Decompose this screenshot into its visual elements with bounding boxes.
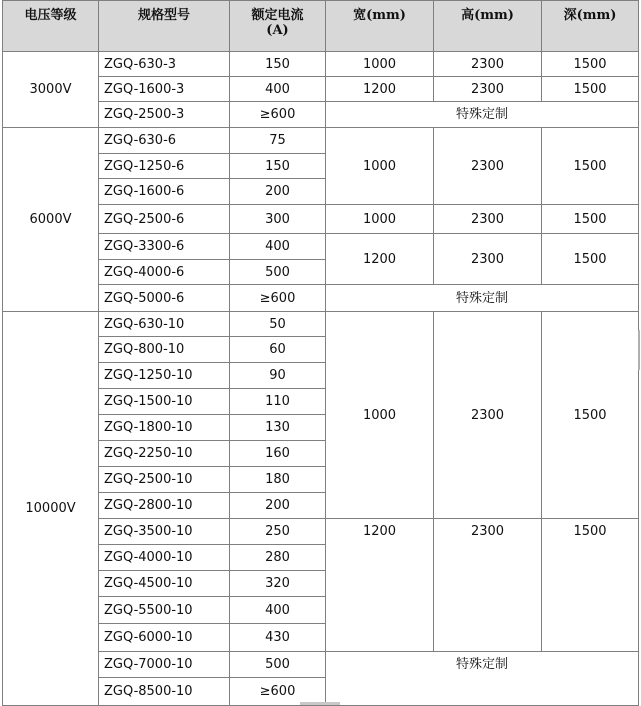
depth-cell: 1500	[542, 519, 639, 652]
current-cell: 400	[230, 234, 326, 260]
current-cell: 90	[230, 363, 326, 389]
current-cell: 500	[230, 260, 326, 285]
table-row	[3, 652, 639, 678]
current-cell: 110	[230, 389, 326, 415]
header-current: 额定电流 (A)	[230, 1, 326, 52]
model-cell: ZGQ-1250-10	[99, 363, 230, 389]
header-height: 高(mm)	[434, 1, 542, 52]
model-cell: ZGQ-1600-6	[99, 179, 230, 205]
height-cell: 2300	[434, 205, 542, 234]
custom-cell: 特殊定制	[326, 285, 639, 312]
current-cell: ≥600	[230, 102, 326, 128]
height-cell: 2300	[434, 234, 542, 285]
current-cell: 200	[230, 493, 326, 519]
model-cell: ZGQ-2800-10	[99, 493, 230, 519]
depth-cell: 1500	[542, 312, 639, 519]
current-cell: 200	[230, 179, 326, 205]
model-cell: ZGQ-8500-10	[99, 678, 230, 706]
voltage-cell: 6000V	[3, 128, 99, 312]
current-cell: 150	[230, 154, 326, 179]
current-cell: ≥600	[230, 678, 326, 706]
width-cell: 1000	[326, 52, 434, 77]
table-row	[3, 77, 639, 102]
model-cell: ZGQ-2500-3	[99, 102, 230, 128]
height-cell: 2300	[434, 128, 542, 205]
model-cell: ZGQ-800-10	[99, 337, 230, 363]
model-cell: ZGQ-2500-6	[99, 205, 230, 234]
current-cell: 60	[230, 337, 326, 363]
model-cell: ZGQ-1250-6	[99, 154, 230, 179]
current-cell: 130	[230, 415, 326, 441]
current-cell: 75	[230, 128, 326, 154]
header-row	[3, 1, 639, 52]
current-cell: ≥600	[230, 285, 326, 312]
model-cell: ZGQ-4000-10	[99, 545, 230, 571]
table-row	[3, 234, 639, 260]
custom-cell: 特殊定制	[326, 652, 639, 706]
height-cell: 2300	[434, 77, 542, 102]
model-cell: ZGQ-630-3	[99, 52, 230, 77]
current-cell: 180	[230, 467, 326, 493]
model-cell: ZGQ-1800-10	[99, 415, 230, 441]
spec-table	[2, 0, 639, 706]
width-cell: 1000	[326, 312, 434, 519]
width-cell: 1200	[326, 234, 434, 285]
current-cell: 250	[230, 519, 326, 545]
table-row	[3, 102, 639, 128]
width-cell: 1000	[326, 205, 434, 234]
depth-cell: 1500	[542, 77, 639, 102]
custom-cell: 特殊定制	[326, 102, 639, 128]
header-voltage: 电压等级	[3, 1, 99, 52]
table-row	[3, 519, 639, 545]
header-depth: 深(mm)	[542, 1, 639, 52]
header-width: 宽(mm)	[326, 1, 434, 52]
model-cell: ZGQ-5000-6	[99, 285, 230, 312]
width-cell: 1200	[326, 77, 434, 102]
model-cell: ZGQ-3300-6	[99, 234, 230, 260]
current-cell: 300	[230, 205, 326, 234]
width-cell: 1200	[326, 519, 434, 652]
model-cell: ZGQ-6000-10	[99, 624, 230, 652]
current-cell: 280	[230, 545, 326, 571]
model-cell: ZGQ-630-6	[99, 128, 230, 154]
model-cell: ZGQ-2250-10	[99, 441, 230, 467]
depth-cell: 1500	[542, 128, 639, 205]
height-cell: 2300	[434, 519, 542, 652]
table-row	[3, 312, 639, 337]
current-cell: 150	[230, 52, 326, 77]
model-cell: ZGQ-1500-10	[99, 389, 230, 415]
right-edge-mark	[638, 330, 640, 370]
model-cell: ZGQ-1600-3	[99, 77, 230, 102]
model-cell: ZGQ-5500-10	[99, 597, 230, 624]
voltage-cell: 10000V	[3, 312, 99, 706]
model-cell: ZGQ-630-10	[99, 312, 230, 337]
table-row	[3, 52, 639, 77]
depth-cell: 1500	[542, 234, 639, 285]
current-cell: 500	[230, 652, 326, 678]
current-cell: 400	[230, 597, 326, 624]
model-cell: ZGQ-4000-6	[99, 260, 230, 285]
current-cell: 430	[230, 624, 326, 652]
table-row	[3, 205, 639, 234]
header-model: 规格型号	[99, 1, 230, 52]
height-cell: 2300	[434, 312, 542, 519]
depth-cell: 1500	[542, 52, 639, 77]
table-row	[3, 285, 639, 312]
model-cell: ZGQ-4500-10	[99, 571, 230, 597]
model-cell: ZGQ-2500-10	[99, 467, 230, 493]
current-cell: 400	[230, 77, 326, 102]
model-cell: ZGQ-3500-10	[99, 519, 230, 545]
height-cell: 2300	[434, 52, 542, 77]
depth-cell: 1500	[542, 205, 639, 234]
current-cell: 50	[230, 312, 326, 337]
current-cell: 320	[230, 571, 326, 597]
width-cell: 1000	[326, 128, 434, 205]
current-cell: 160	[230, 441, 326, 467]
table-row	[3, 128, 639, 154]
model-cell: ZGQ-7000-10	[99, 652, 230, 678]
voltage-cell: 3000V	[3, 52, 99, 128]
